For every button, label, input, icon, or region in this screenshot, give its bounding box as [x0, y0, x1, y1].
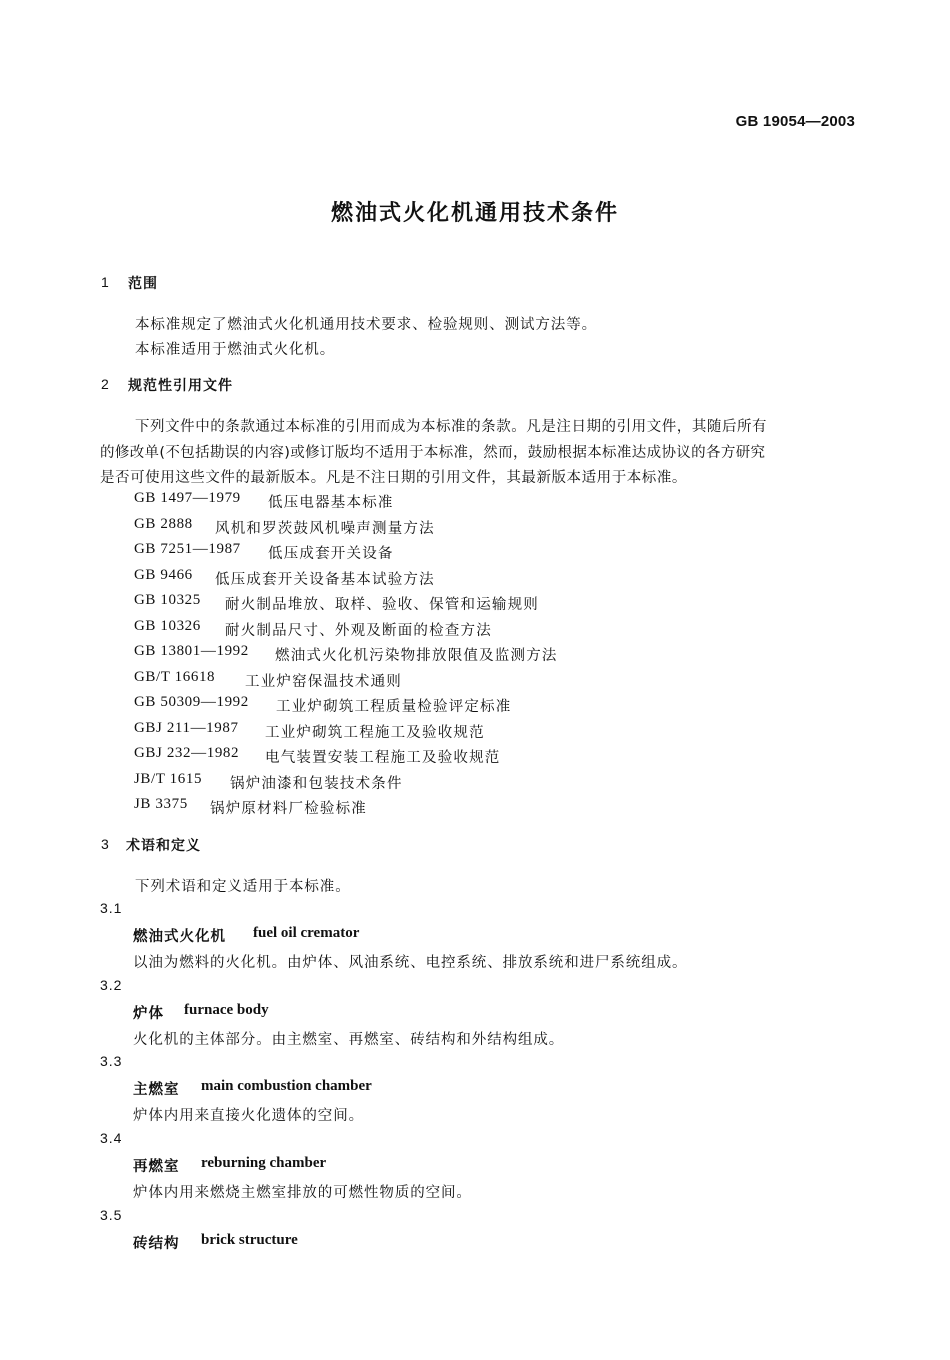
term-definition: 以油为燃料的火化机。由炉体、风油系统、电控系统、排放系统和进尸系统组成。 [133, 955, 688, 971]
term-english: furnace body [184, 1002, 269, 1018]
ref-code: GB/T 16618 [134, 669, 216, 685]
term-english: main combustion chamber [201, 1078, 372, 1094]
section-1-number: 1 [101, 274, 109, 290]
ref-title: 耐火制品堆放、取样、验收、保管和运输规则 [225, 597, 539, 613]
ref-title: 低压电器基本标准 [268, 495, 394, 511]
term-english: brick structure [201, 1232, 298, 1248]
term-number: 3.4 [100, 1130, 123, 1146]
ref-code: GB 13801—1992 [134, 643, 249, 659]
ref-code: GBJ 232—1982 [134, 745, 240, 761]
term-english: reburning chamber [201, 1155, 327, 1171]
section-2-intro-line-1: 下列文件中的条款通过本标准的引用而成为本标准的条款。凡是注日期的引用文件，其随后所有 [135, 419, 768, 435]
ref-title: 耐火制品尺寸、外观及断面的检查方法 [225, 623, 492, 639]
term-number: 3.1 [100, 900, 123, 916]
section-1-title: 范围 [128, 276, 158, 292]
term-chinese: 炉体 [133, 1006, 164, 1022]
ref-code: GB 2888 [134, 516, 193, 532]
ref-code: GB 9466 [134, 567, 193, 583]
standard-code: GB 19054—2003 [735, 113, 855, 130]
ref-title: 电气装置安装工程施工及验收规范 [265, 750, 501, 766]
section-3-title: 术语和定义 [126, 838, 201, 854]
term-english: fuel oil cremator [253, 925, 360, 941]
term-number: 3.3 [100, 1053, 123, 1069]
section-1-para-1: 本标准规定了燃油式火化机通用技术要求、检验规则、测试方法等。 [135, 317, 597, 333]
ref-code: GB 50309—1992 [134, 694, 249, 710]
section-3-intro: 下列术语和定义适用于本标准。 [135, 879, 351, 895]
ref-code: JB 3375 [134, 796, 188, 812]
section-2-number: 2 [101, 376, 109, 392]
term-number: 3.2 [100, 977, 123, 993]
section-2-title: 规范性引用文件 [128, 378, 233, 394]
ref-code: GB 7251—1987 [134, 541, 241, 557]
ref-title: 锅炉原材料厂检验标准 [210, 801, 367, 817]
ref-code: GBJ 211—1987 [134, 720, 239, 736]
ref-title: 低压成套开关设备 [268, 546, 394, 562]
document-title: 燃油式火化机通用技术条件 [330, 201, 619, 226]
term-number: 3.5 [100, 1207, 123, 1223]
ref-code: JB/T 1615 [134, 771, 203, 787]
section-3-number: 3 [101, 836, 109, 852]
section-2-intro-line-2: 的修改单(不包括勘误的内容)或修订版均不适用于本标准，然而，鼓励根据本标准达成协议的各方研究 [100, 445, 766, 461]
term-definition: 炉体内用来燃烧主燃室排放的可燃性物质的空间。 [133, 1185, 472, 1201]
term-chinese: 再燃室 [133, 1159, 180, 1175]
term-definition: 火化机的主体部分。由主燃室、再燃室、砖结构和外结构组成。 [133, 1032, 565, 1048]
ref-title: 工业炉砌筑工程施工及验收规范 [265, 725, 485, 741]
term-chinese: 燃油式火化机 [133, 929, 226, 945]
ref-code: GB 10325 [134, 592, 201, 608]
ref-title: 低压成套开关设备基本试验方法 [215, 572, 435, 588]
ref-title: 锅炉油漆和包装技术条件 [230, 776, 403, 792]
term-chinese: 砖结构 [133, 1236, 180, 1252]
ref-title: 工业炉窑保温技术通则 [245, 674, 402, 690]
ref-title: 风机和罗茨鼓风机噪声测量方法 [215, 521, 435, 537]
ref-code: GB 1497—1979 [134, 490, 241, 506]
term-definition: 炉体内用来直接火化遗体的空间。 [133, 1108, 364, 1124]
ref-code: GB 10326 [134, 618, 201, 634]
ref-title: 工业炉砌筑工程质量检验评定标准 [276, 699, 512, 715]
section-1-para-2: 本标准适用于燃油式火化机。 [135, 342, 336, 358]
term-chinese: 主燃室 [133, 1082, 180, 1098]
ref-title: 燃油式火化机污染物排放限值及监测方法 [275, 648, 558, 664]
section-2-intro-line-3: 是否可使用这些文件的最新版本。凡是不注日期的引用文件，其最新版本适用于本标准。 [100, 470, 687, 486]
